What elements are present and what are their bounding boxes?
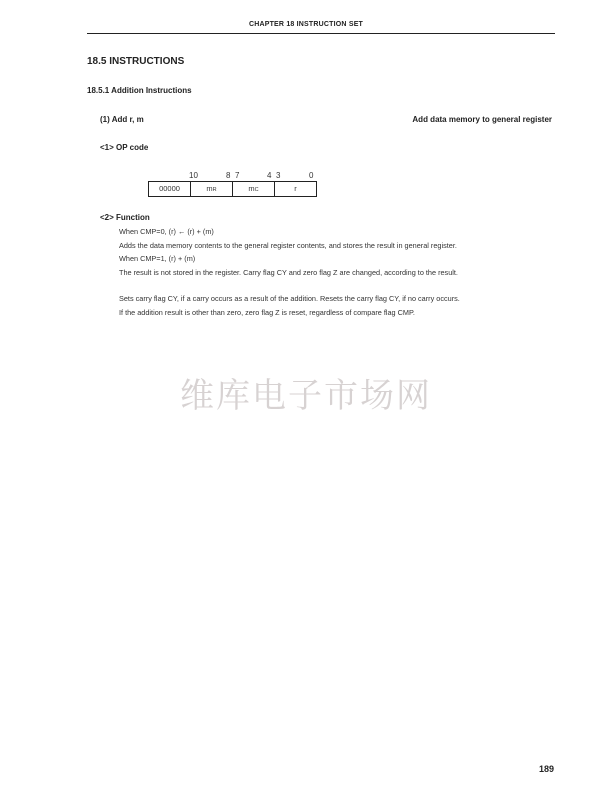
op-field-mc: mC <box>232 182 274 196</box>
op-field-r: r <box>274 182 316 196</box>
bit-number: 7 <box>235 171 240 180</box>
chapter-header: CHAPTER 18 INSTRUCTION SET <box>248 21 364 28</box>
function-note: Sets carry flag CY, if a carry occurs as a result of the addition. Resets the carry flag CY, if no carry occurs. <box>119 294 460 304</box>
bit-number: 3 <box>276 171 281 180</box>
bit-number: 0 <box>309 171 314 180</box>
bit-number: 4 <box>267 171 272 180</box>
bit-number: 8 <box>226 171 231 180</box>
watermark: 维库电子市场网 <box>180 376 432 416</box>
op-code-table <box>148 181 317 197</box>
function-line: Adds the data memory contents to the general register contents, and stores the result in general register. <box>119 240 457 250</box>
op-field-fixed: 00000 <box>159 184 180 193</box>
op-code-heading: <1> OP code <box>100 143 149 152</box>
header-rule <box>87 33 555 34</box>
instruction-description: Add data memory to general register <box>412 115 552 124</box>
function-note: If the addition result is other than zero, zero flag Z is reset, regardless of compare flag CMP. <box>119 307 415 317</box>
instruction-item: (1) Add r, m <box>100 115 144 124</box>
function-heading: <2> Function <box>100 213 150 222</box>
bit-number: 10 <box>189 171 198 180</box>
function-description <box>119 225 559 320</box>
function-line: The result is not stored in the register. Carry flag CY and zero flag Z are changed, according to the result. <box>119 267 458 277</box>
function-line: When CMP=0, (r) ← (r) + (m) <box>119 227 214 236</box>
function-line: When CMP=1, (r) + (m) <box>119 254 196 264</box>
page-number: 189 <box>538 764 554 774</box>
section-title: 18.5 INSTRUCTIONS <box>87 56 185 67</box>
op-field-mr: mR <box>190 182 232 196</box>
subsection-title: 18.5.1 Addition Instructions <box>87 86 192 95</box>
